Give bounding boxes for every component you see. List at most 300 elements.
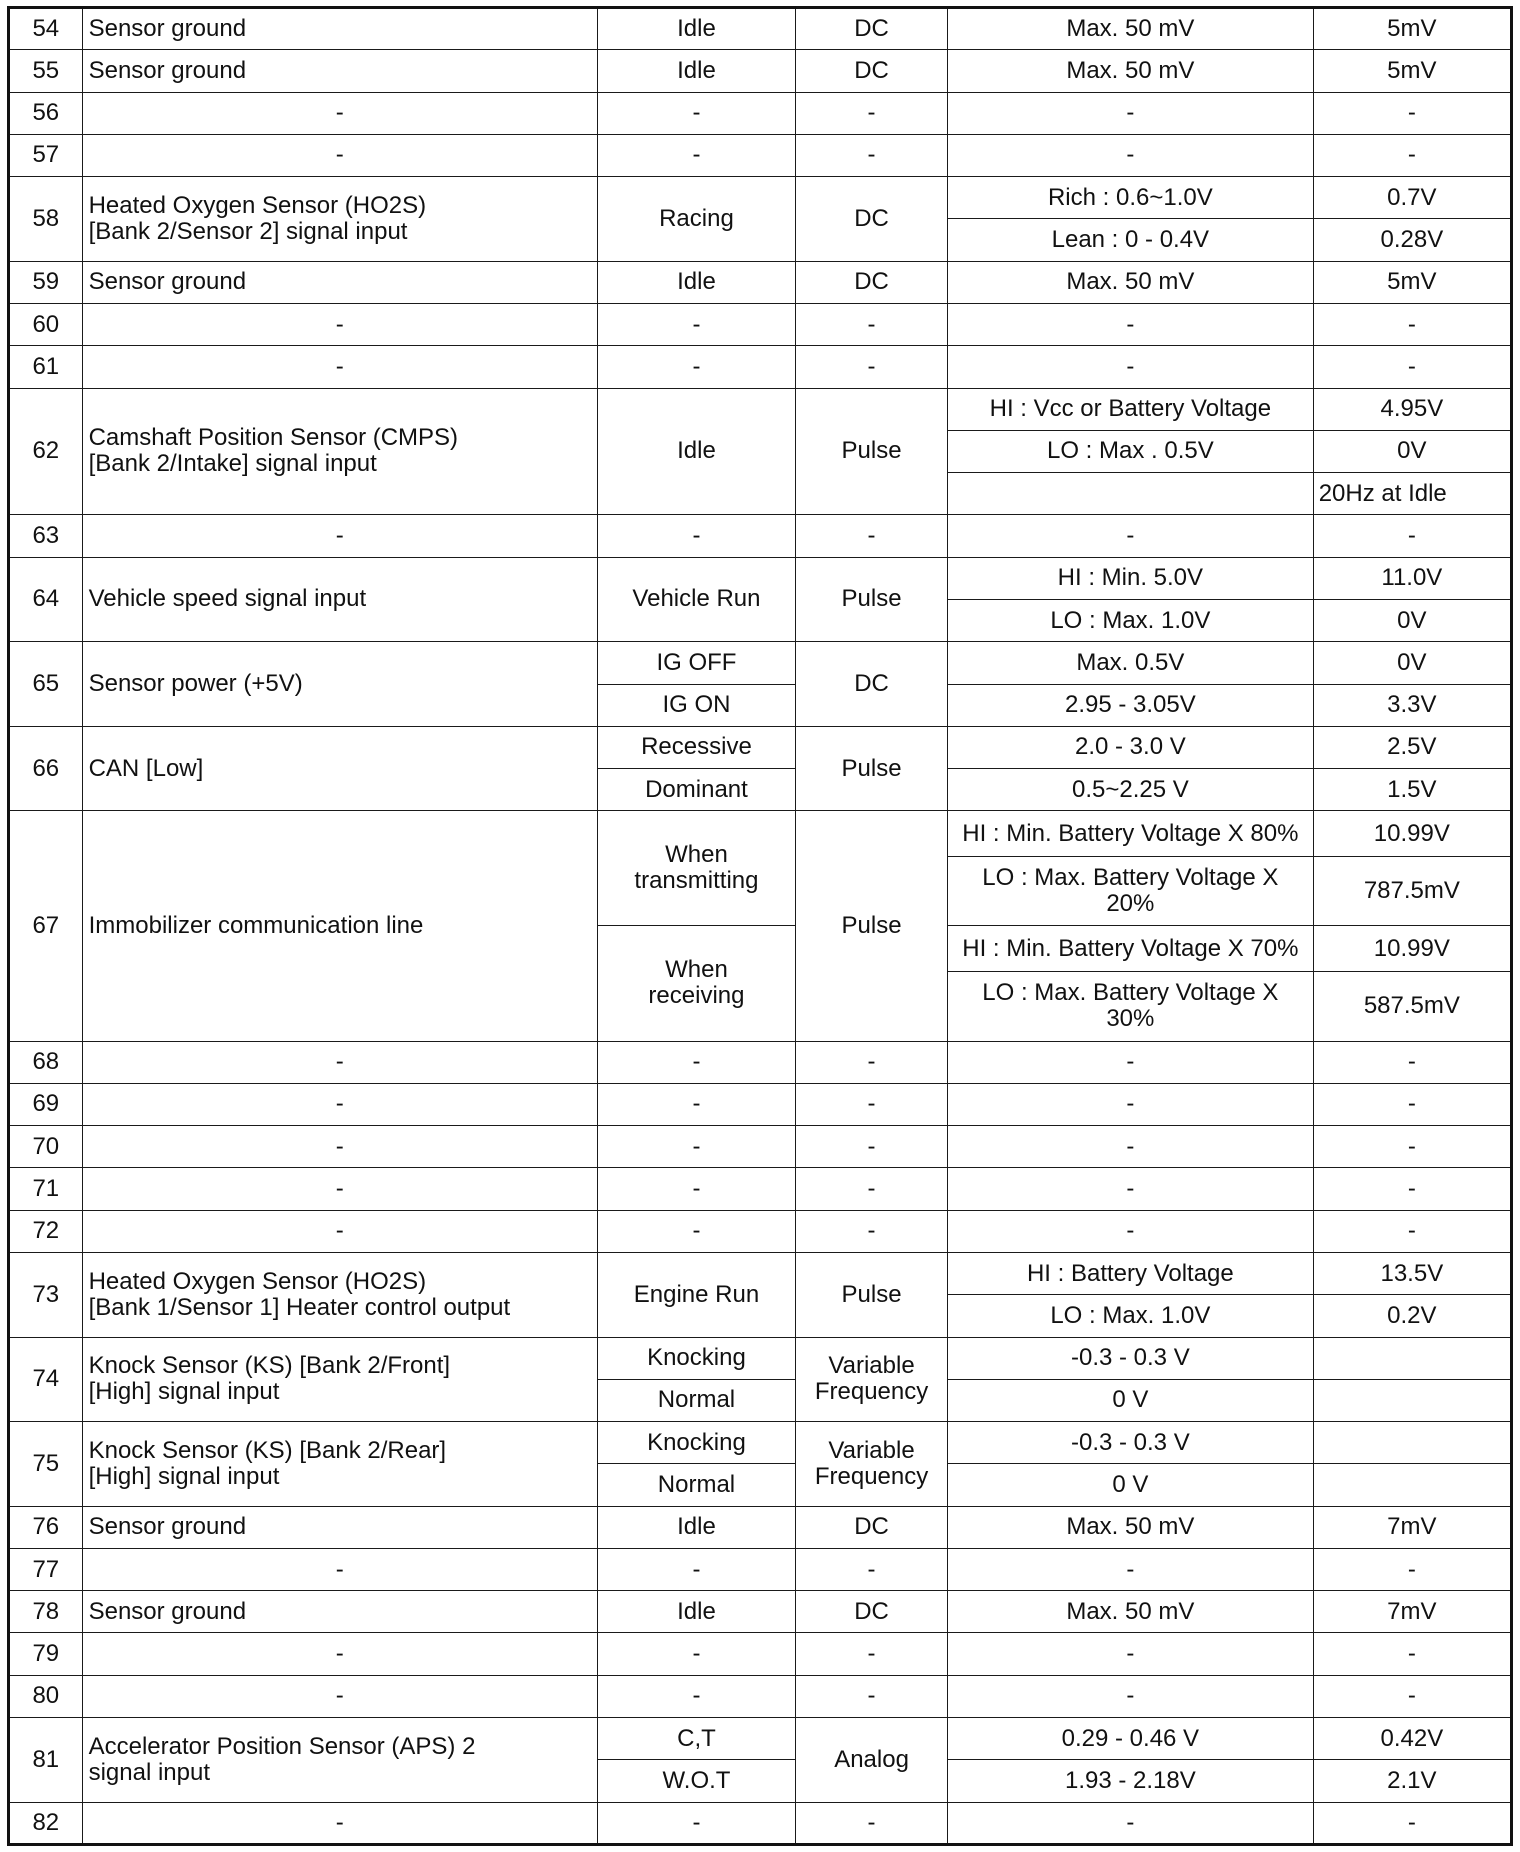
spec-text: HI : Vcc or Battery Voltage [989, 395, 1272, 423]
spec-text: - [1126, 1132, 1135, 1160]
spec-cell [948, 857, 1314, 926]
measured-value [1313, 642, 1511, 684]
measured-value-text: 0V [1397, 648, 1427, 676]
signal-type [796, 346, 948, 388]
condition-cell [597, 1337, 795, 1379]
spec-cell [948, 1506, 1314, 1548]
pin-number-text: 72 [32, 1217, 60, 1245]
table-row [9, 557, 1512, 599]
description-line: - [335, 99, 344, 127]
condition-text: - [692, 1808, 701, 1836]
spec-text: - [1126, 522, 1135, 550]
pin-description [82, 1337, 597, 1422]
spec-text: 0.5~2.25 V [1071, 775, 1189, 803]
pin-number-text: 60 [32, 310, 60, 338]
measured-value-text: 0.7V [1387, 183, 1437, 211]
description-line: Sensor ground [88, 1597, 247, 1625]
condition-text: - [692, 141, 701, 169]
signal-type-text: Pulse [841, 754, 902, 782]
spec-text: Max. 50 mV [1066, 1513, 1195, 1541]
measured-value [1313, 972, 1511, 1041]
pin-number [9, 1802, 83, 1844]
description-line: Sensor ground [88, 1513, 247, 1541]
pin-number [9, 346, 83, 388]
signal-type [796, 1252, 948, 1337]
condition-text: Racing [659, 204, 734, 232]
condition-cell [597, 769, 795, 811]
pin-number-text: 56 [32, 99, 60, 127]
condition-text: - [692, 1090, 701, 1118]
measured-value [1313, 303, 1511, 345]
condition-text: IG OFF [656, 648, 737, 676]
condition-cell [597, 1210, 795, 1252]
spec-cell [948, 346, 1314, 388]
measured-value-text: 0V [1397, 437, 1427, 465]
measured-value [1313, 1633, 1511, 1675]
pin-description [82, 1210, 597, 1252]
signal-type-text: - [867, 1132, 876, 1160]
table-row [9, 1083, 1512, 1125]
condition-cell [597, 1464, 795, 1506]
condition-cell [597, 1422, 795, 1464]
condition-cell [597, 1506, 795, 1548]
measured-value-text: - [1407, 1217, 1416, 1245]
description-line: Sensor ground [88, 56, 247, 84]
pin-description [82, 1591, 597, 1633]
measured-value [1313, 1548, 1511, 1590]
pin-description [82, 1083, 597, 1125]
pin-description [82, 50, 597, 92]
signal-type [796, 642, 948, 727]
condition-text: Knocking [647, 1428, 746, 1456]
pin-description [82, 1252, 597, 1337]
signal-type [796, 1337, 948, 1422]
description-line: Camshaft Position Sensor (CMPS) [88, 424, 459, 452]
pin-number [9, 8, 83, 50]
signal-type [796, 50, 948, 92]
table-row [9, 1802, 1512, 1844]
measured-value-text: - [1407, 310, 1416, 338]
condition-text: Normal [657, 1386, 736, 1414]
measured-value-text: - [1407, 1132, 1416, 1160]
condition-cell [597, 177, 795, 262]
measured-value-text: 10.99V [1373, 819, 1450, 847]
measured-value-text: - [1407, 1090, 1416, 1118]
pin-description [82, 1506, 597, 1548]
condition-cell [597, 684, 795, 726]
spec-text: HI : Battery Voltage [1026, 1259, 1234, 1287]
table-row [9, 388, 1512, 430]
pin-number-text: 55 [32, 56, 60, 84]
table-row [9, 1252, 1512, 1294]
condition-text: - [692, 310, 701, 338]
pin-number-text: 80 [32, 1682, 60, 1710]
description-line: - [335, 310, 344, 338]
spec-cell [948, 1252, 1314, 1294]
condition-text: Recessive [641, 733, 752, 761]
pin-number-text: 74 [32, 1365, 60, 1393]
table-row [9, 642, 1512, 684]
signal-type-text: Pulse [841, 585, 902, 613]
spec-text: Max. 50 mV [1066, 1597, 1195, 1625]
signal-type [796, 1591, 948, 1633]
signal-type [796, 1083, 948, 1125]
signal-type-text: Variable Frequency [814, 1436, 929, 1490]
pin-number [9, 1252, 83, 1337]
spec-text: Max. 50 mV [1066, 268, 1195, 296]
signal-type [796, 726, 948, 811]
condition-text: IG ON [662, 691, 731, 719]
table-row [9, 261, 1512, 303]
spec-text: LO : Max. Battery Voltage X 20% [982, 864, 1279, 918]
spec-text: - [1126, 352, 1135, 380]
signal-type-text: - [867, 310, 876, 338]
signal-type [796, 1802, 948, 1844]
measured-value [1313, 346, 1511, 388]
pin-number-text: 75 [32, 1449, 60, 1477]
measured-value [1313, 857, 1511, 926]
pin-description [82, 557, 597, 642]
pin-number-text: 78 [32, 1597, 60, 1625]
spec-text: 0 V [1112, 1470, 1149, 1498]
signal-type-text: - [867, 99, 876, 127]
pin-number-text: 68 [32, 1048, 60, 1076]
spec-cell [948, 177, 1314, 219]
signal-type-text: Variable Frequency [814, 1352, 929, 1406]
condition-text: - [692, 1682, 701, 1710]
spec-text: -0.3 - 0.3 V [1070, 1344, 1190, 1372]
description-line: Accelerator Position Sensor (APS) 2 [88, 1732, 476, 1760]
condition-cell [597, 1548, 795, 1590]
table-row [9, 1675, 1512, 1717]
measured-value [1313, 473, 1511, 515]
pin-number-text: 63 [32, 522, 60, 550]
spec-cell [948, 473, 1314, 515]
pin-description [82, 346, 597, 388]
spec-cell [948, 1379, 1314, 1421]
measured-value-text: 4.95V [1380, 395, 1444, 423]
signal-type [796, 1126, 948, 1168]
spec-cell [948, 50, 1314, 92]
spec-text: Max. 50 mV [1066, 15, 1195, 43]
condition-cell [597, 1126, 795, 1168]
signal-type [796, 811, 948, 1041]
condition-cell [597, 515, 795, 557]
signal-type-text: DC [854, 15, 889, 43]
pin-number [9, 1548, 83, 1590]
pin-number [9, 261, 83, 303]
measured-value-text: 5mV [1387, 56, 1437, 84]
measured-value [1313, 1802, 1511, 1844]
condition-text: Idle [677, 15, 716, 43]
measured-value [1313, 1506, 1511, 1548]
condition-text: - [692, 1132, 701, 1160]
pin-description [82, 1041, 597, 1083]
spec-cell [948, 515, 1314, 557]
pin-number [9, 642, 83, 727]
spec-text: - [1126, 141, 1135, 169]
pin-number [9, 1633, 83, 1675]
condition-text: - [692, 352, 701, 380]
measured-value [1313, 1210, 1511, 1252]
condition-cell [597, 1591, 795, 1633]
signal-type-text: DC [854, 204, 889, 232]
spec-text: HI : Min. 5.0V [1057, 564, 1204, 592]
measured-value [1313, 1760, 1511, 1802]
pin-number [9, 726, 83, 811]
description-line: Immobilizer communication line [88, 911, 424, 939]
measured-value-text: 5mV [1387, 15, 1437, 43]
pin-description [82, 1675, 597, 1717]
pin-description [82, 92, 597, 134]
measured-value-text: - [1407, 1640, 1416, 1668]
measured-value [1313, 430, 1511, 472]
pin-number [9, 388, 83, 515]
spec-cell [948, 1041, 1314, 1083]
pin-number [9, 811, 83, 1041]
pin-number-text: 54 [32, 15, 60, 43]
pin-description [82, 642, 597, 727]
measured-value-text: 20Hz at Idle [1318, 479, 1447, 507]
table-row [9, 134, 1512, 176]
signal-type-text: - [867, 1640, 876, 1668]
spec-text: Max. 50 mV [1066, 56, 1195, 84]
measured-value-text: 5mV [1387, 268, 1437, 296]
condition-text: - [692, 522, 701, 550]
signal-type-text: DC [854, 56, 889, 84]
measured-value [1313, 1041, 1511, 1083]
spec-cell [948, 8, 1314, 50]
pin-description [82, 726, 597, 811]
measured-value [1313, 1379, 1511, 1421]
spec-text: Max. 0.5V [1076, 648, 1185, 676]
table-row [9, 1591, 1512, 1633]
description-line: - [335, 1175, 344, 1203]
pin-number-text: 65 [32, 670, 60, 697]
spec-cell [948, 134, 1314, 176]
description-line: [High] signal input [88, 1378, 280, 1406]
signal-type [796, 1422, 948, 1507]
spec-text: 2.0 - 3.0 V [1074, 733, 1186, 761]
measured-value-text: 0.2V [1387, 1301, 1437, 1329]
signal-type [796, 557, 948, 642]
condition-cell [597, 303, 795, 345]
measured-value [1313, 1464, 1511, 1506]
condition-text: Idle [677, 1513, 716, 1541]
spec-text: 0.29 - 0.46 V [1061, 1724, 1200, 1752]
measured-value-text: 0V [1397, 606, 1427, 634]
condition-cell [597, 1675, 795, 1717]
condition-cell [597, 1041, 795, 1083]
pin-description [82, 8, 597, 50]
signal-type-text: - [867, 1048, 876, 1076]
condition-cell [597, 1379, 795, 1421]
spec-cell [948, 599, 1314, 641]
pin-number-text: 59 [32, 268, 60, 296]
measured-value [1313, 515, 1511, 557]
description-line: - [335, 1048, 344, 1076]
spec-text: -0.3 - 0.3 V [1070, 1428, 1190, 1456]
pin-number [9, 1718, 83, 1803]
spec-text: - [1126, 1175, 1135, 1203]
spec-cell [948, 642, 1314, 684]
condition-text: - [692, 1555, 701, 1583]
condition-cell [597, 1168, 795, 1210]
description-line: [Bank 2/Sensor 2] signal input [88, 217, 408, 245]
description-line: CAN [Low] [88, 754, 204, 782]
measured-value [1313, 769, 1511, 811]
pin-description [82, 177, 597, 262]
spec-text: - [1126, 1808, 1135, 1836]
description-line: - [335, 522, 344, 550]
signal-type-text: DC [854, 268, 889, 296]
condition-cell [597, 1718, 795, 1760]
measured-value [1313, 219, 1511, 261]
pin-number [9, 1126, 83, 1168]
table-row [9, 1718, 1512, 1760]
table-row [9, 1633, 1512, 1675]
condition-text: - [692, 1048, 701, 1076]
pin-description [82, 1168, 597, 1210]
measured-value [1313, 811, 1511, 857]
spec-cell [948, 1295, 1314, 1337]
measured-value [1313, 726, 1511, 768]
table-body [9, 8, 1512, 1845]
pin-description [82, 1802, 597, 1844]
description-line: - [335, 141, 344, 169]
pin-number [9, 1506, 83, 1548]
spec-text: - [1126, 1682, 1135, 1710]
condition-text: Knocking [647, 1344, 746, 1372]
table-row [9, 1506, 1512, 1548]
measured-value-text: - [1407, 1682, 1416, 1710]
spec-text: - [1126, 99, 1135, 127]
signal-type [796, 1168, 948, 1210]
description-line: signal input [88, 1758, 211, 1786]
signal-type [796, 388, 948, 515]
measured-value [1313, 1126, 1511, 1168]
measured-value [1313, 1295, 1511, 1337]
spec-text: 2.95 - 3.05V [1064, 691, 1196, 719]
pin-number-text: 82 [32, 1808, 60, 1836]
table-row [9, 177, 1512, 219]
signal-type [796, 92, 948, 134]
pin-number-text: 64 [32, 585, 60, 613]
measured-value [1313, 1168, 1511, 1210]
pin-number-text: 79 [32, 1640, 60, 1668]
pin-number [9, 1337, 83, 1422]
measured-value [1313, 926, 1511, 972]
description-line: Sensor ground [88, 268, 247, 296]
condition-cell [597, 50, 795, 92]
description-line: Heated Oxygen Sensor (HO2S) [88, 191, 427, 219]
condition-text: - [692, 99, 701, 127]
measured-value [1313, 599, 1511, 641]
spec-text: - [1126, 1640, 1135, 1668]
signal-type [796, 1675, 948, 1717]
spec-cell [948, 261, 1314, 303]
measured-value-text: - [1407, 522, 1416, 550]
description-line: - [335, 1682, 344, 1710]
pin-number [9, 303, 83, 345]
condition-text: C,T [677, 1724, 716, 1752]
pin-description [82, 388, 597, 515]
measured-value [1313, 1083, 1511, 1125]
pin-number [9, 1422, 83, 1507]
measured-value [1313, 1422, 1511, 1464]
condition-text: - [692, 1175, 701, 1203]
pin-number-text: 77 [32, 1555, 60, 1583]
spec-cell [948, 219, 1314, 261]
pin-description [82, 1633, 597, 1675]
signal-type-text: - [867, 141, 876, 169]
table-row [9, 8, 1512, 50]
pin-number [9, 1675, 83, 1717]
table-row [9, 811, 1512, 857]
condition-text: When transmitting [634, 841, 759, 895]
condition-cell [597, 642, 795, 684]
condition-text: Idle [677, 268, 716, 296]
description-line: [High] signal input [88, 1462, 280, 1490]
signal-type-text: DC [854, 1597, 889, 1625]
spec-cell [948, 1422, 1314, 1464]
measured-value [1313, 8, 1511, 50]
pin-description [82, 303, 597, 345]
description-line: Sensor power (+5V) [88, 670, 303, 697]
pin-description [82, 134, 597, 176]
condition-cell [597, 8, 795, 50]
measured-value-text: 13.5V [1380, 1259, 1444, 1287]
pin-description [82, 1548, 597, 1590]
spec-text: - [1126, 1090, 1135, 1118]
spec-cell [948, 1464, 1314, 1506]
measured-value-text: 10.99V [1373, 934, 1450, 962]
pin-number-text: 69 [32, 1090, 60, 1118]
measured-value-text: 0.42V [1380, 1724, 1444, 1752]
spec-text: HI : Min. Battery Voltage X 80% [962, 819, 1299, 847]
spec-text: HI : Min. Battery Voltage X 70% [962, 934, 1299, 962]
condition-text: When receiving [648, 956, 745, 1010]
spec-cell [948, 1126, 1314, 1168]
pin-number [9, 1041, 83, 1083]
condition-cell [597, 92, 795, 134]
condition-cell [597, 1760, 795, 1802]
spec-text: - [1126, 1555, 1135, 1583]
description-line: - [335, 1090, 344, 1118]
signal-type-text: - [867, 1217, 876, 1245]
measured-value [1313, 1591, 1511, 1633]
signal-type [796, 134, 948, 176]
signal-type [796, 1633, 948, 1675]
spec-cell [948, 1591, 1314, 1633]
condition-cell [597, 557, 795, 642]
table-row [9, 515, 1512, 557]
condition-text: - [692, 1217, 701, 1245]
pin-description [82, 811, 597, 1041]
pin-description [82, 1422, 597, 1507]
description-line: - [335, 1132, 344, 1160]
pin-number-text: 71 [32, 1175, 60, 1203]
measured-value-text: 3.3V [1387, 691, 1437, 719]
measured-value-text: - [1407, 1175, 1416, 1203]
spec-cell [948, 430, 1314, 472]
signal-type-text: - [867, 1808, 876, 1836]
pin-number [9, 50, 83, 92]
spec-cell [948, 1168, 1314, 1210]
spec-cell [948, 1083, 1314, 1125]
measured-value [1313, 1252, 1511, 1294]
measured-value-text: - [1407, 1048, 1416, 1076]
